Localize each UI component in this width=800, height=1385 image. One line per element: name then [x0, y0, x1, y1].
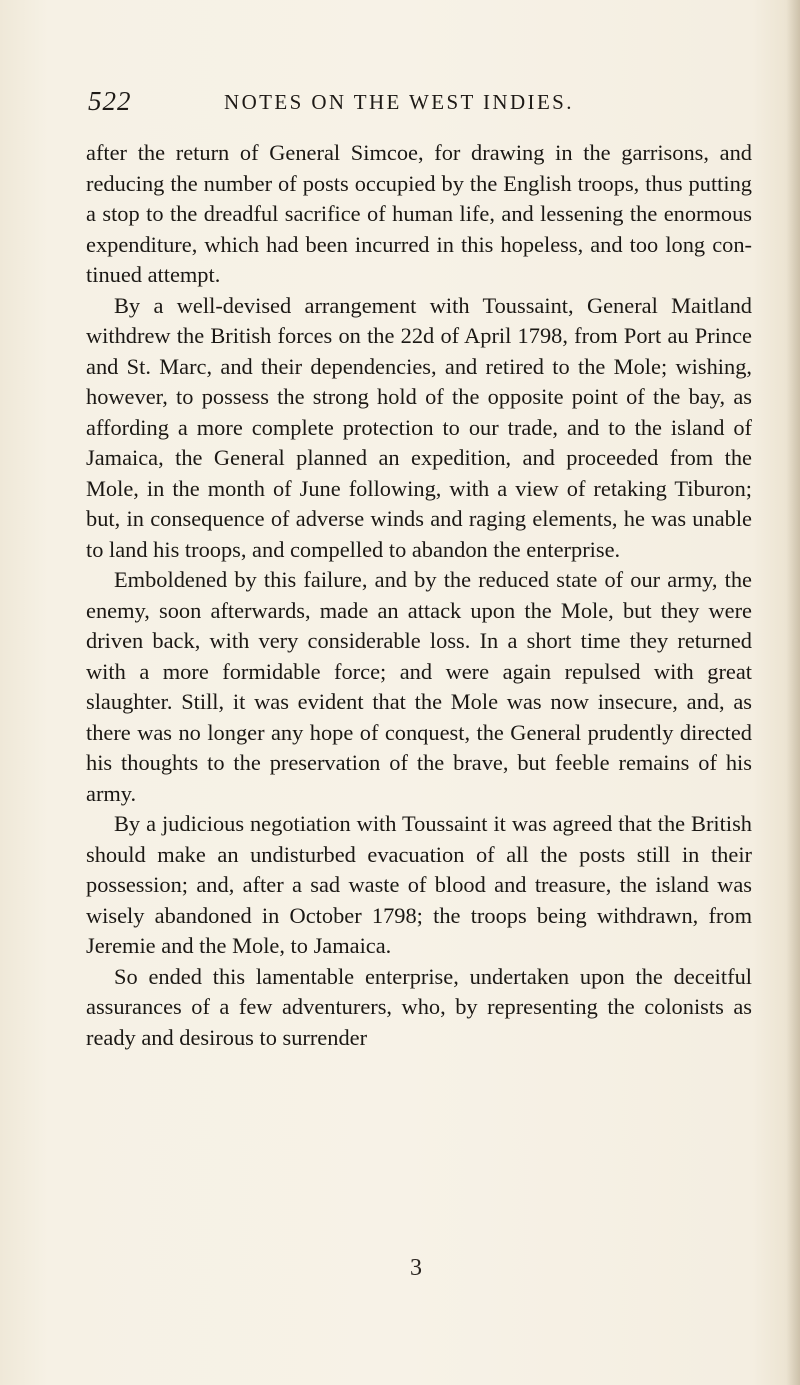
signature-mark: 3	[410, 1255, 422, 1281]
running-head	[88, 86, 608, 126]
page-number: 522	[88, 86, 132, 116]
paragraph-mole-attack: Emboldened by this failure, and by the reduced state of our army, the enemy, soon afterwards, made an attack upon the Mole, but they were driven back, with very considerable loss. In a short time they returned with a more formidable force; and were again repulsed with great slaughter. Still, it was evident that the Mole was now insecure, and, as there was no longer any hope of conquest, the General prudently directed his thoughts to the preservation of the brave, but feeble remains of his army.	[86, 567, 752, 806]
page-edge-shadow	[786, 0, 800, 1385]
paragraph-maitland-withdrawal: By a well-devised arrangement with Toussaint, General Maitland withdrew the British forces on the 22d of April 1798, from Port au Prince and St. Marc, and their dependencies, and retired to the Mole; wishing, however, to possess the strong hold of the opposite point of the bay, as affording a more complete protection to our trade, and to the island of Jamaica, the General planned an expedition, and proceeded from the Mole, in the month of June following, with a view of retaking Tiburon; but, in consequence of adverse winds and raging elements, he was unable to land his troops, and compelled to abandon the enterprise.	[86, 292, 752, 562]
paragraph-conclusion: So ended this lamentable enterprise, undertaken upon the deceitful assurances of a few adventurers, who, by representing the colonists as ready and desirous to surrender	[86, 963, 752, 1050]
running-title: NOTES ON THE WEST INDIES.	[224, 90, 574, 114]
paragraph-negotiation: By a judicious negotiation with Toussaint it was agreed that the British should make an undisturbed evacuation of all the posts still in their possession; and, after a sad waste of blood and treasure, the island was wisely abandoned in October 1798; the troops being withdrawn, from Jeremie and the Mole, to Jamaica.	[86, 811, 752, 958]
paragraph-continued: after the return of General Simcoe, for drawing in the garrisons, and reducing the number of posts occupied by the English troops, thus putting a stop to the dreadful sacrifice of human life, and lessening the enormous expenditure, which had been incurred in this hopeless, and too long continued attempt.	[86, 140, 752, 287]
body-text	[86, 138, 752, 1053]
